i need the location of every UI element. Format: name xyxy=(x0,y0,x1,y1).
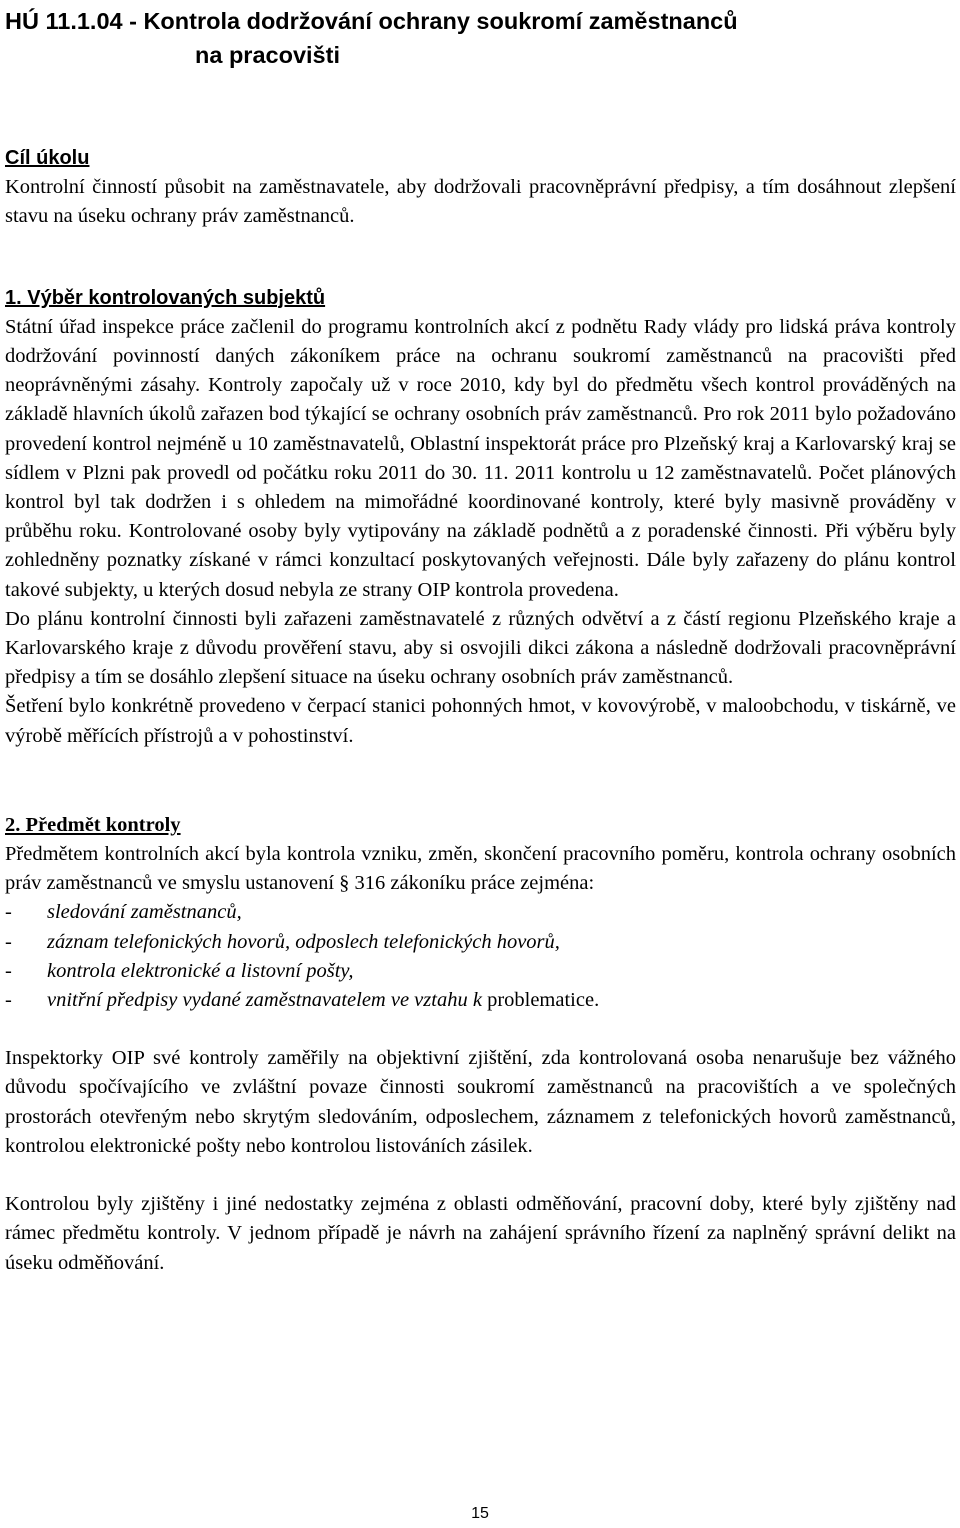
title-line-2: na pracovišti xyxy=(195,42,340,68)
list-item-text xyxy=(47,986,599,1015)
document-page xyxy=(5,0,956,1278)
section-1-paragraph-2: Do plánu kontrolní činnosti byli zařazeni zaměstnavatelé z různých odvětví a z částí regionu Plzeňského kraje a Karlovarského kraje z důvodu prověření stavu, aby si osvojili dikci zákona a následně dodržovali pracovněprávní předpisy a tím se dosáhlo zlepšení situace na úseku ochrany osobních práv zaměstnanců. xyxy=(5,607,956,689)
list-item xyxy=(5,928,956,957)
section-2-paragraph-1: Inspektorky OIP své kontroly zaměřily na objektivní zjištění, zda kontrolovaná osoba nenarušuje bez vážného důvodu spočívajícího ve zvláštní povaze činnosti soukromí zaměstnanců na pracovištích a ve společných prostorách otevřeným nebo skrytým sledováním, odposlechem, záznamem z telefonických hovorů zaměstnanců, kontrolou elektronické pošty nebo kontrolou listováních zásilek. xyxy=(5,1047,956,1157)
list-item-tail: problematice. xyxy=(481,989,600,1012)
list-item-text: kontrola elektronické a listovní pošty, xyxy=(47,959,354,982)
page-number: 15 xyxy=(471,1505,489,1522)
list-item xyxy=(5,898,956,927)
section-2-intro: Předmětem kontrolních akcí byla kontrola vzniku, změn, skončení pracovního poměru, kontrola ochrany osobních práv zaměstnanců ve smyslu ustanovení § 316 zákoníku práce zejména: xyxy=(5,843,956,895)
section-1-heading: 1. Výběr kontrolovaných subjektů xyxy=(5,286,326,309)
goal-text: Kontrolní činností působit na zaměstnavatele, aby dodržovali pracovněprávní předpisy, a tím dosáhnout zlepšení stavu na úseku ochrany práv zaměstnanců. xyxy=(5,176,956,228)
list-dash: - xyxy=(5,959,12,982)
list-item-italic: vnitřní předpisy vydané zaměstnavatelem ve vztahu k xyxy=(47,989,482,1012)
section-1-paragraph-1: Státní úřad inspekce práce začlenil do programu kontrolních akcí z podnětu Rady vlády pro lidská práva kontroly dodržování povinností daných zákoníkem práce na ochranu soukromí zaměstnanců na pracovišti před neoprávněnými zásahy. Kontroly započaly už v roce 2010, kdy byl do předmětu všech kontrol prováděných na základě hlavních úkolů zařazen bod týkající se ochrany osobních práv zaměstnanců. Pro rok 2011 bylo požadováno provedení kontrol nejméně u 10 zaměstnavatelů, Oblastní inspektorát práce pro Plzeňský kraj a Karlovarský kraj se sídlem v Plzni pak provedl od počátku roku 2011 do 30. 11. 2011 kontrolu u 12 zaměstnavatelů. Počet plánových kontrol byl tak dodržen i s ohledem na mimořádné koordinované kontroly, které byly masivně prováděny v průběhu roku. Kontrolované osoby byly vytipovány na základě podnětů a z poradenské činnosti. Při výběru byly zohledněny poznatky získané v rámci konzultací poskytovaných veřejnosti. Dále byly zařazeny do plánu kontrol takové subjekty, u kterých dosud nebyla ze strany OIP kontrola provedena. xyxy=(5,315,956,601)
list-item-text: sledování zaměstnanců, xyxy=(47,901,242,924)
list-item-text: záznam telefonických hovorů, odposlech telefonických hovorů, xyxy=(47,930,560,953)
list-dash: - xyxy=(5,930,12,953)
section-2-paragraph-2: Kontrolou byly zjištěny i jiné nedostatky zejména z oblasti odměňování, pracovní doby, které byly zjištěny nad rámec předmětu kontroly. V jednom případě je návrh na zahájení správního řízení za naplněný správní delikt na úseku odměňování. xyxy=(5,1193,956,1274)
list-item xyxy=(5,957,956,986)
goal-heading: Cíl úkolu xyxy=(5,147,90,169)
document-title xyxy=(5,0,956,72)
list-item xyxy=(5,986,956,1015)
section-1-paragraph-3: Šetření bylo konkrétně provedeno v čerpací stanici pohonných hmot, v kovovýrobě, v maloobchodu, v tiskárně, ve výrobě měřících přístrojů a v pohostinství. xyxy=(5,695,956,747)
list-dash: - xyxy=(5,901,12,924)
list-dash: - xyxy=(5,989,12,1012)
subject-list xyxy=(5,898,956,1015)
title-line-1: HÚ 11.1.04 - Kontrola dodržování ochrany soukromí zaměstnanců xyxy=(5,8,738,34)
section-2-heading: 2. Předmět kontroly xyxy=(5,813,181,836)
